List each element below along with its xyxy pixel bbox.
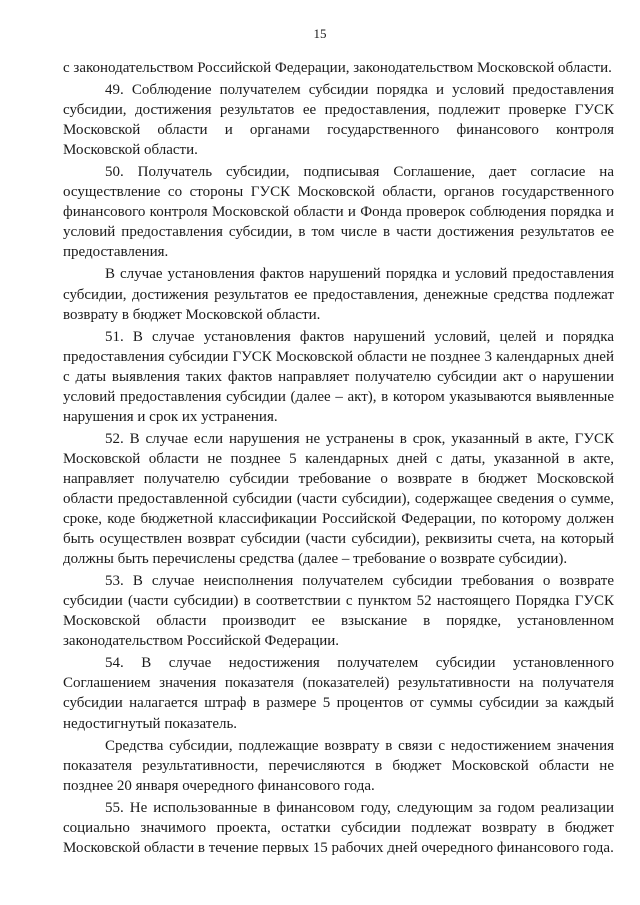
paragraph: В случае установления фактов нарушений порядка и условий предоставления субсидии, достижения результатов ее предоставления, денежные средства подлежат возврату в бюджет Московской области. xyxy=(63,266,614,323)
paragraph: 54. В случае недостижения получателем субсидии установленного Соглашением значения показателя (показателей) результативности на получателя субсидии налагается штраф в размере 5 процентов от суммы субсидии за каждый недостигнутый показатель. xyxy=(63,655,614,732)
paragraph: 49. Соблюдение получателем субсидии порядка и условий предоставления субсидии, достижения результатов ее предоставления, подлежит проверке ГУСК Московской области и органами государственного финансового контроля Московской области. xyxy=(63,82,614,159)
paragraph: 50. Получатель субсидии, подписывая Соглашение, дает согласие на осуществление со стороны ГУСК Московской области, органов государственного финансового контроля Московской области и Фонда проверок соблюдения порядка и условий предоставления субсидии, в том числе в части достижения результатов ее предоставления. xyxy=(63,164,614,261)
document-body xyxy=(63,58,614,858)
paragraph: 51. В случае установления фактов нарушений условий, целей и порядка предоставления субсидии ГУСК Московской области не позднее 3 календарных дней с даты выявления таких фактов направляет получателю субсидии акт о нарушении условий предоставления субсидии (далее – акт), в котором указываются выявленные нарушения и срок их устранения. xyxy=(63,328,614,425)
paragraph: Средства субсидии, подлежащие возврату в связи с недостижением значения показателя результативности, перечисляются в бюджет Московской области не позднее 20 января очередного финансового года. xyxy=(63,737,614,794)
paragraph: с законодательством Российской Федерации, законодательством Московской области. xyxy=(63,60,612,76)
paragraph: 55. Не использованные в финансовом году, следующим за годом реализации социально значимого проекта, остатки субсидии подлежат возврату в бюджет Московской области в течение первых 15 рабочих дней очередного финансового года. xyxy=(63,799,614,856)
paragraph: 52. В случае если нарушения не устранены в срок, указанный в акте, ГУСК Московской области не позднее 5 календарных дней с даты, указанной в акте, направляет получателю субсидии требование о возврате в бюджет Московской области предоставленной субсидии (части субсидии), содержащее сведения о сумме, сроке, коде бюджетной классификации Российской Федерации, по которому должен быть осуществлен возврат субсидии (части субсидии), реквизиты счета, на который должны быть перечислены средства (далее – требование о возврате субсидии). xyxy=(63,430,614,568)
page-number: 15 xyxy=(313,26,327,41)
paragraph: 53. В случае неисполнения получателем субсидии требования о возврате субсидии (части субсидии) в соответствии с пунктом 52 настоящего Порядка ГУСК Московской области производит ее взыскание в порядке, установленном законодательством Российской Федерации. xyxy=(63,573,614,650)
